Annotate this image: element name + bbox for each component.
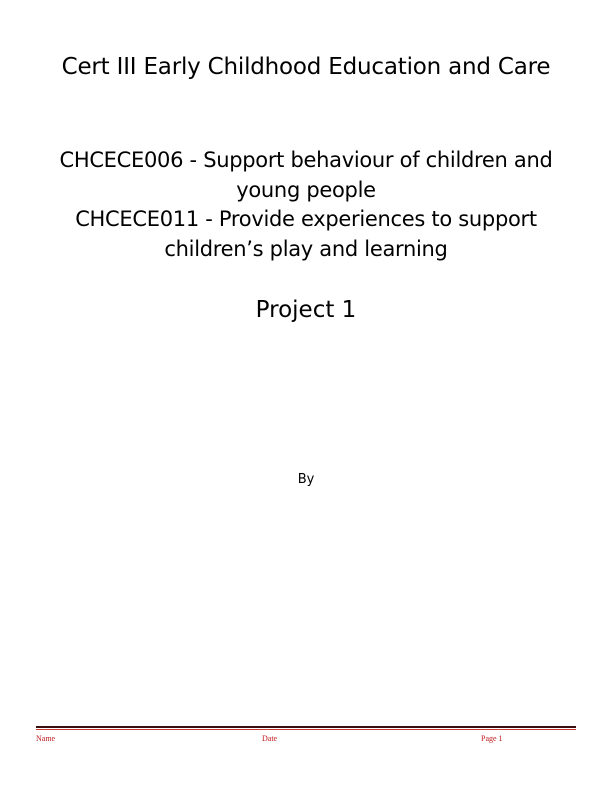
page-footer: [36, 733, 576, 745]
footer-divider-dark: [36, 726, 576, 728]
document-title: Cert III Early Childhood Education and Care: [61, 54, 551, 80]
author-by-label: By: [297, 472, 315, 487]
footer-name-label: Name: [36, 734, 56, 743]
unit-line-1: CHCECE006 - Support behaviour of children and young people: [59, 148, 553, 202]
footer-date-label: Date: [262, 734, 278, 743]
footer-page-number: Page 1: [481, 734, 503, 743]
unit-line-2: CHCECE011 - Provide experiences to support children’s play and learning: [75, 207, 537, 261]
unit-codes: [30, 146, 582, 264]
footer-divider-red: [36, 729, 576, 730]
project-heading: Project 1: [255, 297, 357, 323]
